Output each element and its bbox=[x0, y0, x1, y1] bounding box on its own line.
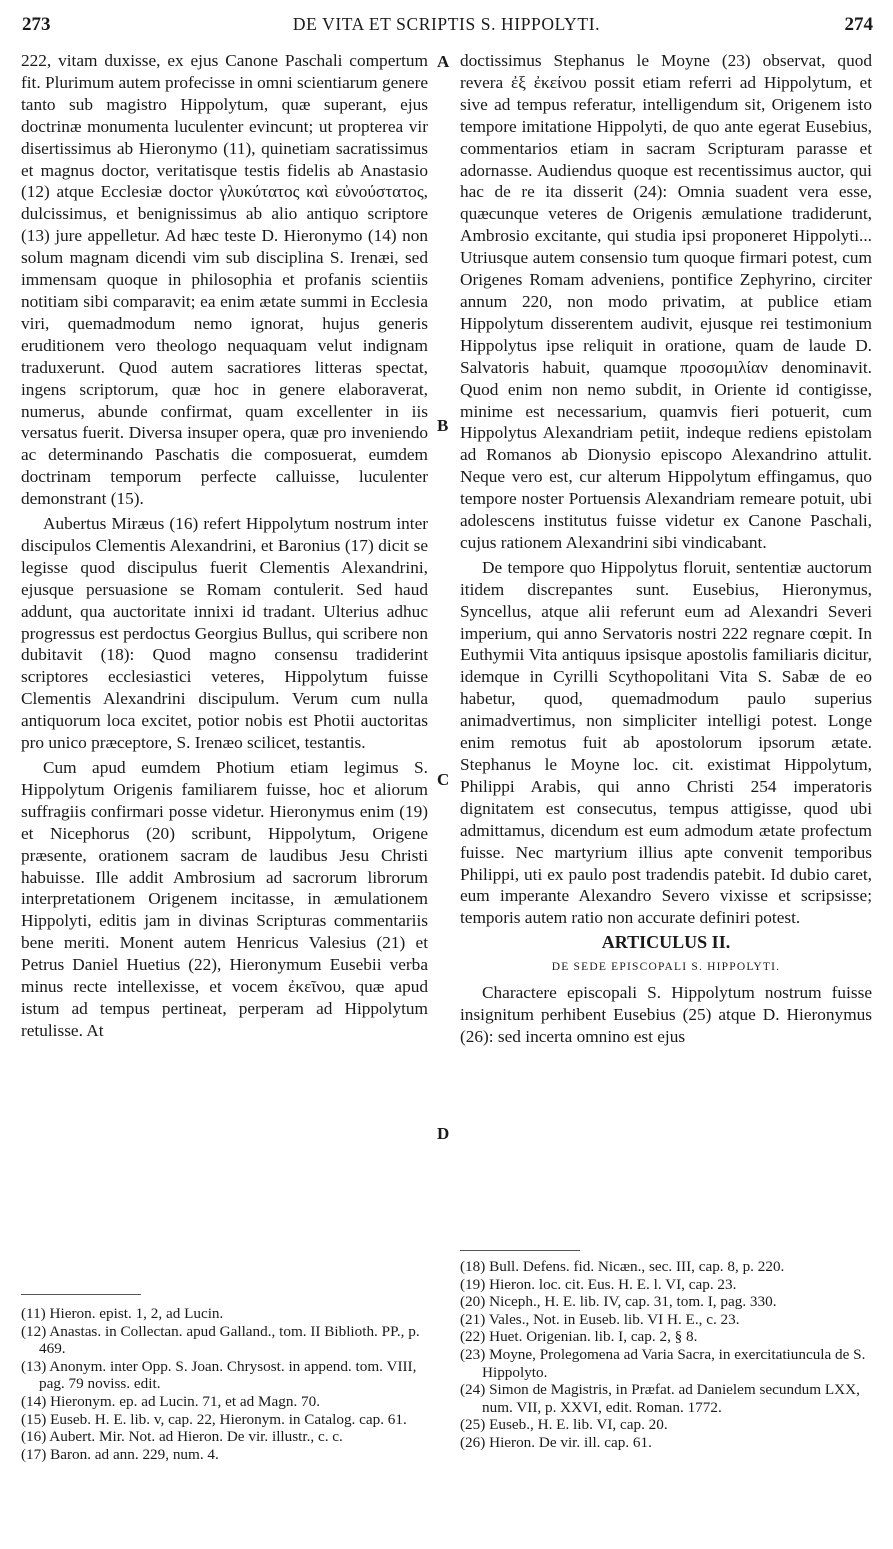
right-paragraph-2: De tempore quo Hippolytus floruit, sententiæ auctorum itidem discrepantes sunt. Eusebius, Hieronymus, Syncellus, atque alii referunt eum ad Alexandri Severi imperium, qui anno Servatoris nostri 222 regnare cœpit. In Euthymii Vita antiquus ipsisque apostolis familiaris dicitur, idemque in Cyrilli Scythopolitani Vita S. Sabæ de eo habetur, quod, quemadmodum paulo superius animadvertimus, non simpliciter intelligi potest. Longe enim remotus fuit ab apostolorum ipsorum ætate. Stephanus le Moyne loc. cit. existimat Hippolytum, Philippi Arabis, qui anno Christi 254 imperatoris dignitatem est consecutus, tempus attigisse, quod ubi admittamus, dicendum est eum admodum ætate profectum fuisse. Nec martyrium illius apte convenit temporibus Philippi, uti ex paulo post tradendis patebit. Id dubio caret, eum imperante Alexandro Severo vixisse et scripsisse; temporis autem ratio non accurate definiri potest. bbox=[460, 557, 872, 928]
right-paragraph-1: doctissimus Stephanus le Moyne (23) observat, quod revera ἐξ ἐκείνου possit etiam referri ad Hippolytum, et sive ad tempus referatur, intelligendum sit, Origenem isto tempore imitatione Hippolyti, de quo ante egerat Eusebius, commentarios etiam in sacram Scripturam parasse et adornasse. Audiendus quoque est recentissimus auctor, qui hac de re ita disserit (24): Omnia suadent vera esse, quæcunque veteres de Origenis æmulatione tradiderunt, Ambrosio excitante, qui studia ipsi proponeret Hippolyti... Utriusque autem consensio tum quoque firmari potest, cum Origenes Romam adveniens, pontifice Zephyrino, circiter annum 220, non modo privatim, at publice etiam Hippolytum disserentem audivit, ejusque rei testimonium Hippolytus ipse reliquit in oratione, quam de laude D. Salvatoris habuit, quamque προσομιλίαν denominavit. Quod enim non nemo subdit, in Oriente id contigisse, minime est necessarium, quamvis fieri potuerit, cum Hippolytus Alexandriam petiit, indeque rediens epistolam ad Romanos ab Dionysio episcopo Alexandrino attulit. Neque vero est, cur alterum Hippolytum effingamus, quo tempore noster Portuensis Alexandriam remeare potuit, ubi adolescens institutus fuisse videtur ex Canone Paschali, cujus rationem Alexandrini sibi vindicabant. bbox=[460, 51, 872, 552]
footnote: (23) Moyne, Prolegomena ad Varia Sacra, in exercitatiuncula de S. Hippolyto. bbox=[460, 1345, 866, 1381]
footnote: (25) Euseb., H. E. lib. VI, cap. 20. bbox=[460, 1416, 668, 1434]
footnote: (26) Hieron. De vir. ill. cap. 61. bbox=[460, 1433, 652, 1451]
left-paragraph-1: 222, vitam duxisse, ex ejus Canone Paschali compertum fit. Plurimum autem profecisse in omni scientiarum genere tanto sub magistro Hippolytum, quæ superant, ejus doctrinæ monumenta luculenter evincunt; ut propterea vir disertissimus ab Hieronymo (11), quinetiam sacratissimus et magnus doctor, veritatisque testis fidelis ab Anastasio (12) atque Ecclesiæ doctor γλυκύτατος καὶ εὐνούστατος, dulcissimus, et benignissimus ab alio antiquo scriptore (13) jure appelletur. Ad hæc teste D. Hieronymo (14) non solum magnam dicendi vim sub disciplina S. Irenæi, sed immensam quoque in philosophia et profanis scientiis notitiam sibi comparavit; ea enim ætate summi in Ecclesia viri, quemadmodum nemo ignorat, hujus generis eruditionem vero theologo nequaquam velut indignam traduxerunt. Quod autem sacratiores litteras spectat, ingens scriptorum, quæ hoc in genere elaboraverat, numerus, abunde confirmat, quam excellenter in iis versatus fuerit. Diversa insuper opera, quæ pro inveniendo ac determinando Paschatis die composuerat, eumdem doctrinam temporum perfecte calluisse, luculenter demonstrant (15). bbox=[21, 51, 428, 509]
running-title: DE VITA ET SCRIPTIS S. HIPPOLYTI. bbox=[292, 14, 601, 34]
footnote: (16) Aubert. Mir. Not. ad Hieron. De vir. illustr., c. c. bbox=[21, 1428, 343, 1446]
footnote: (21) Vales., Not. in Euseb. lib. VI H. E., c. 23. bbox=[460, 1310, 740, 1328]
footnote: (14) Hieronym. ep. ad Lucin. 71, et ad Magn. 70. bbox=[21, 1392, 321, 1410]
footnote-rule-right bbox=[460, 1250, 580, 1251]
footnotes-right bbox=[460, 1258, 872, 1452]
right-column bbox=[460, 50, 872, 1048]
footnote: (13) Anonym. inter Opp. S. Joan. Chrysost. in append. tom. VIII, pag. 79 noviss. edit. bbox=[21, 1357, 417, 1393]
margin-marker-a: A bbox=[437, 52, 450, 71]
footnote: (20) Niceph., H. E. lib. IV, cap. 31, tom. I, pag. 330. bbox=[460, 1293, 777, 1311]
footnote: (22) Huet. Origenian. lib. I, cap. 2, § 8. bbox=[460, 1328, 698, 1346]
footnote: (24) Simon de Magistris, in Præfat. ad Danielem secundum LXX, num. VII, p. XXVI, edit. Roman. 1772. bbox=[460, 1381, 860, 1416]
right-paragraph-3: Charactere episcopali S. Hippolytum nostrum fuisse insignitum perhibent Eusebius (25) atque D. Hieronymus (26): sed incerta omnino est ejus bbox=[460, 983, 872, 1046]
margin-marker-d: D bbox=[437, 1124, 450, 1143]
margin-marker-c: C bbox=[437, 770, 450, 789]
footnote-rule-left bbox=[21, 1294, 141, 1295]
article-heading: ARTICULUS II. bbox=[601, 932, 731, 953]
footnote: (11) Hieron. epist. 1, 2, ad Lucin. bbox=[21, 1305, 224, 1322]
left-column bbox=[21, 50, 428, 1042]
footnotes-left bbox=[21, 1305, 428, 1463]
footnote: (18) Bull. Defens. fid. Nicæn., sec. III, cap. 8, p. 220. bbox=[460, 1258, 785, 1275]
footnote: (17) Baron. ad ann. 229, num. 4. bbox=[21, 1445, 219, 1463]
left-paragraph-3: Cum apud eumdem Photium etiam legimus S. Hippolytum Origenis familiarem fuisse, hoc et aliorum suffragiis confirmari posse videtur. Hieronymus enim (19) et Nicephorus (20) scribunt, Hippolytum, Origene præsente, orationem sacram de laudibus Jesu Christi habuisse. Ille addit Ambrosium ad sacrorum librorum interpretationem Origenem incitasse, in æmulationem Hippolyti, editis jam in divinas Scripturas commentariis bene meriti. Monent autem Henricus Valesius (21) et Petrus Daniel Huetius (22), Hieronymum Eusebii verba minus recte intellexisse, et vocem ἐκεῖνου, quæ apud istum ad tempus pertineat, perperam ad Hippolytum retulisse. At bbox=[21, 758, 428, 1040]
footnote: (19) Hieron. loc. cit. Eus. H. E. l. VI, cap. 23. bbox=[460, 1275, 737, 1293]
left-paragraph-2: Aubertus Miræus (16) refert Hippolytum nostrum inter discipulos Clementis Alexandrini, et Baronius (17) dicit se legisse quod discipulus fuerit Clementis Alexandrini, ejusque persuasione se Romam contulerit. Sed haud addunt, qua auctoritate innixi id tradant. Ulterius adhuc progressus est perdoctus Georgius Bullus, qui scribere non dubitavit (18): Quod magno consensu tradiderint scriptores ecclesiastici veteres, Hippolytum fuisse Clementis Alexandrini discipulum. Verum cum nulla antiquorum loca excitet, potior nobis est Photii auctoritas pro unico præceptore, S. Irenæo scilicet, testantis. bbox=[21, 514, 428, 753]
footnote: (12) Anastas. in Collectan. apud Galland., tom. II Biblioth. PP., p. 469. bbox=[21, 1322, 420, 1358]
page-number-left: 273 bbox=[22, 14, 51, 35]
article-subheading: DE SEDE EPISCOPALI S. HIPPOLYTI. bbox=[551, 961, 781, 974]
footnote: (15) Euseb. H. E. lib. v, cap. 22, Hieronym. in Catalog. cap. 61. bbox=[21, 1410, 407, 1428]
page-number-right: 274 bbox=[844, 14, 873, 35]
running-header bbox=[0, 8, 893, 38]
margin-marker-b: B bbox=[437, 416, 449, 435]
